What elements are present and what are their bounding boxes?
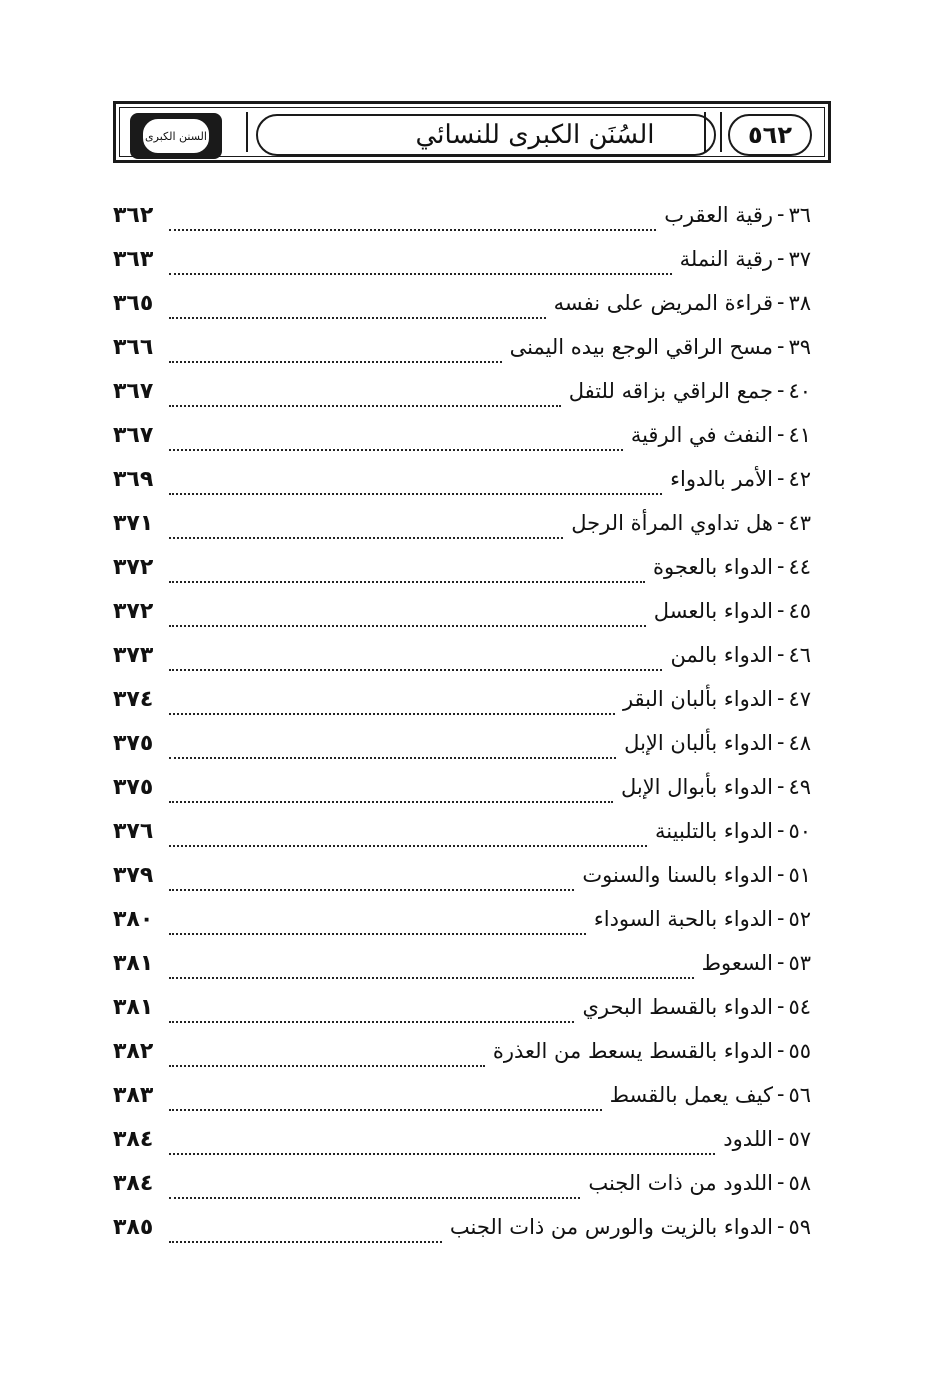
dot-leader [169,627,662,671]
entry-title: رقية العقرب [664,203,773,227]
entry-number: ٥٣ [788,951,811,975]
entry-dash: - [777,686,785,711]
entry-page-number: ٣٨١ [113,995,154,1020]
page-number: ٥٦٢ [728,114,812,156]
dot-leader [169,759,613,803]
dot-leader [169,539,645,583]
entry-number: ٤١ [788,423,811,447]
entry-title: اللدود من ذات الجنب [588,1171,773,1195]
dot-leader [169,407,623,451]
entry-page-number: ٣٧٥ [113,775,154,800]
dot-leader [169,319,502,363]
entry-page-number: ٣٦٧ [113,379,154,404]
entry-number: ٤٦ [788,643,811,667]
dot-leader [169,979,574,1023]
dot-leader [169,1111,715,1155]
entry-page-number: ٣٨٢ [113,1039,154,1064]
entry-title: الدواء بالقسط البحري [582,995,773,1019]
entry-title: الدواء بالعجوة [653,555,773,579]
dot-leader [169,583,646,627]
dot-leader [169,1023,485,1067]
table-of-contents [113,193,811,1249]
entry-number: ٤٧ [788,687,811,711]
entry-dash: - [777,202,785,227]
entry-number: ٥٩ [788,1215,811,1239]
entry-page-number: ٣٦٥ [113,291,154,316]
entry-number: ٥٤ [788,995,811,1019]
dot-leader [169,935,694,979]
entry-dash: - [777,774,785,799]
entry-number: ٤٥ [788,599,811,623]
entry-title: الدواء بالمن [670,643,773,667]
entry-page-number: ٣٨٥ [113,1215,154,1240]
entry-title: الدواء بالزيت والورس من ذات الجنب [449,1215,773,1239]
toc-entry[interactable] [113,1205,811,1249]
entry-number: ٥٠ [788,819,811,843]
entry-number: ٤٩ [788,775,811,799]
book-title: السُنَن الكبرى للنسائي [415,120,655,150]
entry-title: الدواء بألبان الإبل [624,731,773,755]
entry-title: هل تداوي المرأة الرجل [571,511,773,535]
entry-page-number: ٣٦٣ [113,247,154,272]
entry-page-number: ٣٨٤ [113,1171,154,1196]
entry-number: ٤٢ [788,467,811,491]
entry-page-number: ٣٦٢ [113,203,154,228]
dot-leader [169,803,647,847]
entry-dash: - [777,994,785,1019]
entry-dash: - [777,642,785,667]
entry-dash: - [777,730,785,755]
entry-dash: - [777,950,785,975]
toc-entry-text [165,1205,811,1249]
dot-leader [169,275,546,319]
entry-number: ٥٥ [788,1039,811,1063]
entry-dash: - [777,246,785,271]
dot-leader [169,891,586,935]
entry-title: مسح الراقي الوجع بيده اليمنى [509,335,773,359]
entry-page-number: ٣٧٢ [113,555,154,580]
entry-dash: - [777,1038,785,1063]
entry-dash: - [777,378,785,403]
entry-dash: - [777,862,785,887]
entry-dash: - [777,334,785,359]
entry-title: الدواء بالسنا والسنوت [582,863,773,887]
page-header [113,101,831,163]
dot-leader [169,847,574,891]
entry-dash: - [777,1126,785,1151]
header-frame [119,107,825,157]
entry-number: ٤٠ [788,379,811,403]
entry-page-number: ٣٧٣ [113,643,154,668]
entry-dash: - [777,598,785,623]
dot-leader [169,671,615,715]
dot-leader [169,231,672,275]
entry-page-number: ٣٧٢ [113,599,154,624]
entry-page-number: ٣٧٤ [113,687,154,712]
entry-page-number: ٣٦٧ [113,423,154,448]
entry-number: ٣٨ [788,291,811,315]
entry-number: ٣٦ [788,203,811,227]
entry-page-number: ٣٨١ [113,951,154,976]
entry-title: الدواء بالعسل [653,599,773,623]
entry-title: الدواء بالقسط يسعط من العذرة [492,1039,773,1063]
entry-title: الأمر بالدواء [670,467,773,491]
entry-page-number: ٣٦٩ [113,467,154,492]
dot-leader [169,715,616,759]
entry-page-number: ٣٧١ [113,511,154,536]
entry-page-number: ٣٨٠ [113,907,154,932]
entry-number: ٤٤ [788,555,811,579]
dot-leader [169,1067,602,1111]
entry-page-number: ٣٦٦ [113,335,154,360]
book-emblem [130,113,222,159]
entry-dash: - [777,1170,785,1195]
entry-dash: - [777,466,785,491]
entry-number: ٤٣ [788,511,811,535]
entry-title: رقية النملة [679,247,773,271]
entry-page-number: ٣٧٥ [113,731,154,756]
entry-title: جمع الراقي بزاقه للتفل [568,379,773,403]
entry-dash: - [777,422,785,447]
entry-title: قراءة المريض على نفسه [553,291,773,315]
entry-title: الدواء بأبوال الإبل [620,775,773,799]
entry-dash: - [777,1082,785,1107]
entry-dash: - [777,554,785,579]
entry-dash: - [777,510,785,535]
entry-dash: - [777,290,785,315]
dot-leader [169,495,563,539]
header-divider-left [246,112,248,152]
entry-dash: - [777,818,785,843]
dot-leader [169,1155,580,1199]
entry-title: اللدود [723,1127,773,1151]
entry-dash: - [777,906,785,931]
dot-leader [169,451,662,495]
entry-title: النفث في الرقية [630,423,773,447]
entry-number: ٣٧ [788,247,811,271]
entry-number: ٥٧ [788,1127,811,1151]
entry-number: ٥٦ [788,1083,811,1107]
entry-title: الدواء بألبان البقر [622,687,773,711]
dot-leader [169,1199,442,1243]
header-ornament-right [704,112,722,152]
entry-title: الدواء بالتلبينة [655,819,773,843]
dot-leader [169,363,561,407]
entry-number: ٥١ [788,863,811,887]
entry-title: السعوط [701,951,773,975]
entry-page-number: ٣٨٣ [113,1083,154,1108]
entry-title: كيف يعمل بالقسط [609,1083,773,1107]
entry-number: ٣٩ [788,335,811,359]
emblem-label: السنن الكبرى [141,117,211,155]
entry-title: الدواء بالحبة السوداء [593,907,773,931]
entry-number: ٥٢ [788,907,811,931]
entry-number: ٤٨ [788,731,811,755]
dot-leader [169,187,656,231]
entry-dash: - [777,1214,785,1239]
entry-number: ٥٨ [788,1171,811,1195]
entry-page-number: ٣٧٩ [113,863,154,888]
entry-page-number: ٣٨٤ [113,1127,154,1152]
entry-page-number: ٣٧٦ [113,819,154,844]
